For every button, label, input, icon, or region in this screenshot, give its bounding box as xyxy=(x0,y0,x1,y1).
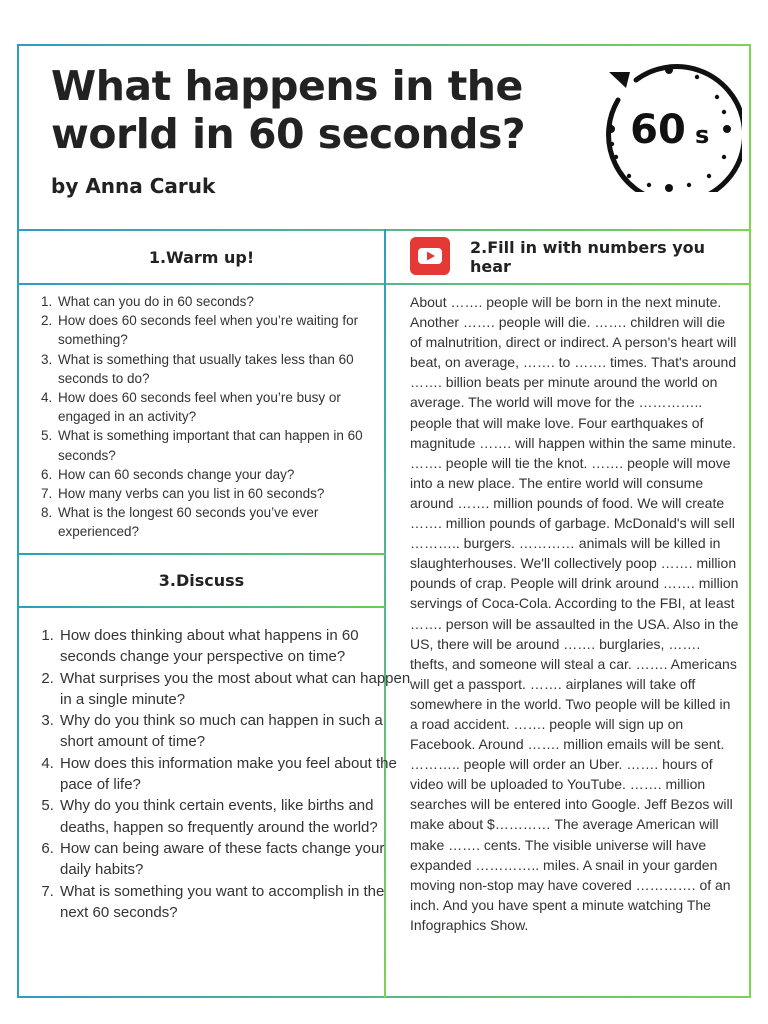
warmup-question-list xyxy=(18,292,386,542)
list-item: 1. What can you do in 60 seconds? xyxy=(56,292,386,311)
clock-number: 60 xyxy=(630,107,686,153)
list-item: 6. How can 60 seconds change your day? xyxy=(56,465,386,484)
author-byline: by Anna Caruk xyxy=(51,174,216,198)
list-item: 7. How many verbs can you list in 60 seconds? xyxy=(56,484,386,503)
list-item: 3. Why do you think so much can happen in such a short amount of time? xyxy=(58,710,413,753)
list-item: 5. Why do you think certain events, like births and deaths, happen so frequently around the world? xyxy=(58,795,413,838)
warmup-heading: 1.Warm up! xyxy=(148,247,255,267)
discuss-heading: 3.Discuss xyxy=(158,571,245,590)
list-item: 7. What is something you want to accomplish in the next 60 seconds? xyxy=(58,881,413,924)
discuss-question-list xyxy=(18,625,413,923)
list-item: 8. What is the longest 60 seconds you’ve ever experienced? xyxy=(56,503,386,541)
list-item: 2. How does 60 seconds feel when you’re waiting for something? xyxy=(56,311,386,349)
list-item: 2. What surprises you the most about what can happen in a single minute? xyxy=(58,668,413,711)
stopwatch-60s-icon xyxy=(572,52,742,192)
fill-in-heading: 2.Fill in with numbers you hear xyxy=(470,238,706,276)
page-title: What happens in the world in 60 seconds? xyxy=(51,62,526,158)
list-item: 6. How can being aware of these facts change your daily habits? xyxy=(58,838,413,881)
list-item: 3. What is something that usually takes less than 60 seconds to do? xyxy=(56,350,386,388)
list-item: 4. How does 60 seconds feel when you’re busy or engaged in an activity? xyxy=(56,388,386,426)
header xyxy=(17,44,751,230)
fill-in-passage: About ……. people will be born in the next minute. Another ……. people will die. ……. children will die of malnutrition, direct or indirect. A person's heart will beat, on average, ……. to ……. times. That's around ……. billion beats per minute around the world on average. The world will move for the ………….. people that will make love. Four earthquakes of magnitude ……. will happen within the same minute. ……. people will tie the knot. ……. people will move into a new place. The entire world will consume around ……. million pounds of food. We will create ……. million pounds of garbage. McDonald's will sell ……….. burgers. ………… animals will be killed in slaughterhouses. We'll collectively poop ……. million pounds of crap. People will drink around ……. million servings of Coca-Cola. According to the FBI, at least ……. person will be assaulted in the USA. Also in the US, there will be around ……. burglaries, ……. thefts, and someone will steal a car. ……. Americans will get a passport. ……. airplanes will take off somewhere in the world. Two people will be killed in a road accident. ……. people will sign up on Facebook. Around ……. million emails will be sent. ……….. people will order an Uber. ……. hours of video will be uploaded to YouTube. ……. million searches will be entered into Google. Jeff Bezos will make about $………… The average American will make ……. cents. The visible universe will have expanded ………….. miles. A snail in your garden moving non-stop may have covered …………. of an inch. And you have spent a minute watching The Infographics Show. xyxy=(410,294,739,933)
youtube-play-icon xyxy=(410,237,450,275)
list-item: 1. How does thinking about what happens in 60 seconds change your perspective on time? xyxy=(58,625,413,668)
list-item: 4. How does this information make you feel about the pace of life? xyxy=(58,753,413,796)
clock-unit: s xyxy=(695,121,710,149)
list-item: 5. What is something important that can happen in 60 seconds? xyxy=(56,426,386,464)
discuss-heading-divider xyxy=(17,606,385,608)
